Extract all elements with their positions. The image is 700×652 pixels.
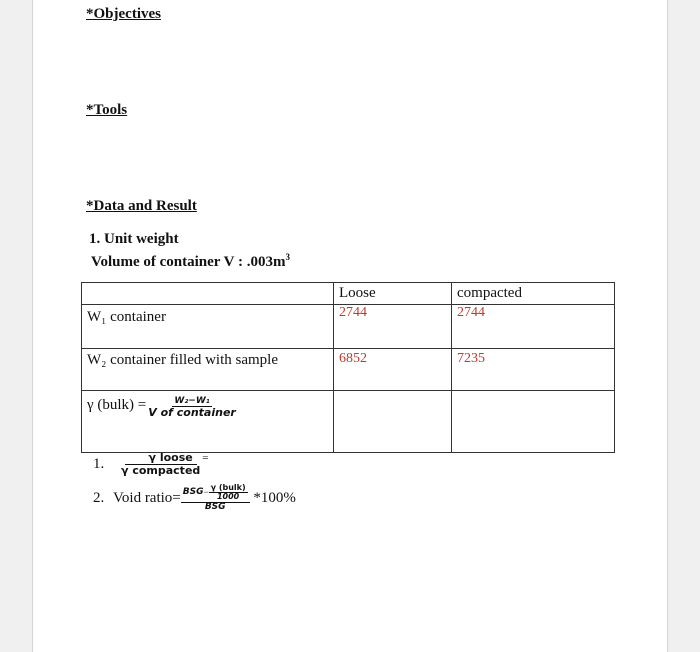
bulk-label: γ (bulk) = — [87, 397, 147, 413]
inner-denominator: 1000 — [216, 492, 240, 502]
row1-label: W₁ container — [82, 305, 334, 349]
header-cell-compacted: compacted — [452, 283, 615, 305]
minus-sign: − — [203, 487, 209, 498]
section-title-unit-weight: 1. Unit weight — [89, 231, 179, 247]
inner-numerator: γ (bulk) — [210, 483, 246, 492]
row3-compacted — [452, 391, 615, 453]
table-row — [82, 349, 615, 391]
bsg-numerator: BSG — [182, 487, 204, 498]
void-ratio-label: Void ratio= — [113, 490, 181, 507]
row1-loose: 2744 — [334, 305, 452, 349]
bulk-denominator: V of container — [148, 406, 236, 420]
heading-data-result: *Data and Result — [86, 198, 197, 214]
row1-compacted: 2744 — [452, 305, 615, 349]
row2-compacted: 7235 — [452, 349, 615, 391]
void-ratio-denominator: BSG — [204, 502, 226, 513]
document-page — [32, 0, 668, 652]
volume-label: Volume of container V : .003m — [91, 254, 286, 270]
list-item-void-ratio — [93, 484, 296, 513]
row3-loose — [334, 391, 452, 453]
volume-of-container — [91, 252, 290, 271]
table-row — [82, 305, 615, 349]
header-cell-loose: Loose — [334, 283, 452, 305]
void-ratio-fraction — [181, 484, 250, 513]
heading-objectives: *Objectives — [86, 6, 161, 22]
bulk-fraction — [146, 397, 238, 420]
bulk-numerator: W₂−W₁ — [174, 396, 210, 406]
row2-loose: 6852 — [334, 349, 452, 391]
ratio-equals: = — [202, 452, 209, 464]
bulk-over-1000-fraction — [209, 484, 248, 502]
ratio-fraction — [119, 452, 202, 477]
row3-label-cell — [82, 391, 334, 453]
table-header-row — [82, 283, 615, 305]
unit-weight-table — [81, 282, 615, 453]
void-ratio-numerator — [181, 484, 250, 503]
volume-superscript: 3 — [285, 252, 290, 262]
ratio-numerator: γ loose — [125, 452, 197, 465]
list-item-ratio — [93, 452, 209, 477]
item1-number: 1. — [93, 456, 105, 472]
ratio-denominator: γ compacted — [121, 463, 201, 477]
heading-tools: *Tools — [86, 102, 128, 118]
item2-number: 2. — [93, 490, 105, 507]
header-cell-empty — [82, 283, 334, 305]
void-ratio-suffix: *100% — [249, 490, 296, 507]
table-row — [82, 391, 615, 453]
row2-label: W₂ container filled with sample — [82, 349, 334, 391]
